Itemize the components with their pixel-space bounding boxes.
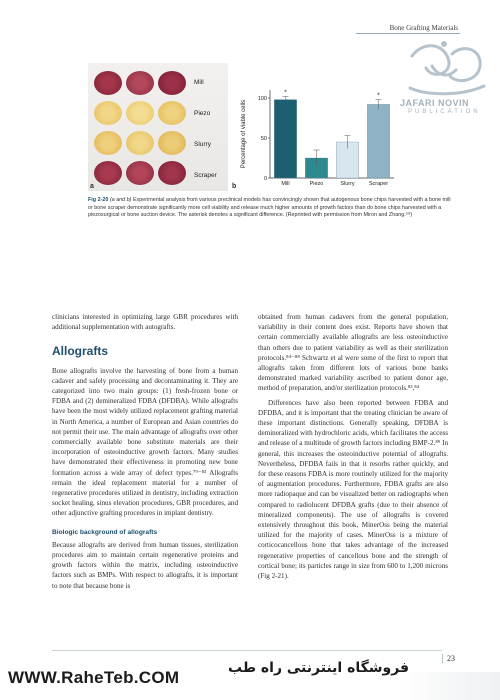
chart-y-tick-label: 100 xyxy=(257,96,267,102)
chart-significance-marker: * xyxy=(284,89,287,97)
chart-significance-marker: * xyxy=(377,92,380,100)
caption-figure-number: Fig 2-20 xyxy=(88,197,109,203)
well xyxy=(126,161,154,185)
well-label-scraper: Scraper xyxy=(194,172,217,179)
allografts-paragraph: Bone allografts involve the harvesting of bone from a human cadaver and safely processing and decontaminating it. They are categorized into two main groups: (1) fresh-frozen bone or FDBA and (2) demineralized FDBA (DFDBA). While allografts have been the most widely utilized replacement grafting material in North America, a number of European and Asian countries do not permit their use. The main advantage of allografts over other commercially available bone substitute materials are their incorporation of osteoinductive growth factors. Many studies have demonstrated their effectiveness in promoting new bone formation across a wide array of defect types.⁷⁹⁻⁸³ Allografts remain the ideal replacement material for a number of regenerative procedures utilized in dentistry, including extraction socket healing, sinus elevation procedures, GBR procedures, and other adjunctive grafting procedures in implant dentistry. xyxy=(52,366,238,518)
well-label-piezo: Piezo xyxy=(194,110,211,117)
well xyxy=(158,131,186,155)
intro-paragraph: clinicians interested in optimizing large GBR procedures with additional supplementation with autografts. xyxy=(52,313,238,332)
well xyxy=(158,101,186,125)
section-title-allografts: Allografts xyxy=(52,344,109,359)
well xyxy=(126,101,154,125)
chart-x-tick-label: Slurry xyxy=(340,181,355,187)
right-paragraph-1: obtained from human cadavers from the general population, variability in their content does exist. Reports have shown that certain commercially available allografts are less osteoinductive than others due to patient variability as well as their sterilization protocols.⁸⁴⁻⁸⁸ Schwartz et al were some of the first to report that allografts taken from different lots of various bone banks demonstrated marked variability ascribed to patient donor age, method of preparation, and/or sterilization protocols.⁸³,⁸⁴ xyxy=(258,313,448,393)
well xyxy=(158,161,186,185)
subsection-title: Biologic background of allografts xyxy=(52,528,158,536)
right-column xyxy=(258,312,448,581)
well xyxy=(158,71,186,95)
panel-label-a: a xyxy=(90,183,94,190)
chart-x-tick-label: Scraper xyxy=(368,181,389,187)
right-paragraph-2: Differences have also been reported between FDBA and DFDBA, and it is important that the treating clinician be aware of these important distinctions. Generally speaking, DFDBA is demineralized with hydrochloric acids, which facilitates the access and release of a multitude of growth factors including BMP-2.⁸⁹ In general, this increases the osteoinductive potential of allografts. Nevertheless, DFDBA fails in that it resorbs rather quickly, and for these reasons FDBA is more routinely utilized for the majority of augmentation procedures. Furthermore, FDBA grafts are also more radiopaque and can be visualized better on radiographs when compared to radiolucent DFDBA grafts (due to their absence of mineralized components). The use of allografts is covered extensively throughout this book, MinerOss being the material utilized for the majority of cases. MinerOss is a mixture of corticocancellous bone that takes advantage of the increased regenerative properties of cancellous bone and the strength of cortical bone; its particles range in size from 600 to 1,200 microns (Fig 2-21). xyxy=(258,398,448,581)
chart-bar xyxy=(274,100,296,178)
figure-caption xyxy=(88,197,456,220)
culture-well-photo xyxy=(88,63,228,191)
chart-y-tick-label: 50 xyxy=(260,136,267,142)
well xyxy=(94,131,122,155)
caption-panel-ref: (a and b) xyxy=(109,197,132,203)
running-head: Bone Grafting Materials xyxy=(389,24,458,32)
well-label-mill: Mill xyxy=(194,79,204,86)
chart-y-tick-label: 0 xyxy=(263,176,267,182)
footer-rule xyxy=(52,650,442,651)
well xyxy=(94,71,122,95)
logo-name: JAFARI NOVIN xyxy=(400,98,470,108)
caption-text: Experimental analysis from various preclinical models has convincingly shown that autogenous bone chips harvested with a bone mill or bone scraper demonstrate significantly more cell viability and release much higher amounts of growth factors than do bone chips harvested with a piezosurgical or bone suction device. The asterisk denotes a significant difference. (Reprinted with permission from Miron and Zhang.⁵⁸) xyxy=(88,197,451,219)
viability-bar-chart xyxy=(238,82,398,194)
watermark-url: WWW.RaheTeb.COM xyxy=(8,668,180,687)
watermark-persian-text: فروشگاه اینترنتی راه طب xyxy=(228,660,410,676)
chart-x-tick-label: Mill xyxy=(281,181,290,187)
left-column xyxy=(52,312,238,591)
publisher-logo-icon xyxy=(392,36,496,132)
chart-x-tick-label: Piezo xyxy=(309,181,324,187)
running-head-rule xyxy=(356,33,460,34)
chart-y-axis-label: Percentage of viable cells xyxy=(241,99,247,169)
well xyxy=(94,101,122,125)
logo-subtitle: PUBLICATION xyxy=(408,109,481,115)
biologic-background-paragraph: Because allografts are derived from human tissues, sterilization procedures aim to maintain certain regenerative proteins and growth factors within the matrix, including osteoinductive factors such as BMPs. With respect to allografts, it is important to note that because bone is xyxy=(52,540,238,590)
well xyxy=(126,71,154,95)
well xyxy=(94,161,122,185)
well-label-slurry: Slurry xyxy=(194,141,211,148)
panel-label-b: b xyxy=(232,183,237,190)
well xyxy=(126,131,154,155)
page-number: 23 xyxy=(442,654,455,663)
chart-bar xyxy=(367,104,389,178)
